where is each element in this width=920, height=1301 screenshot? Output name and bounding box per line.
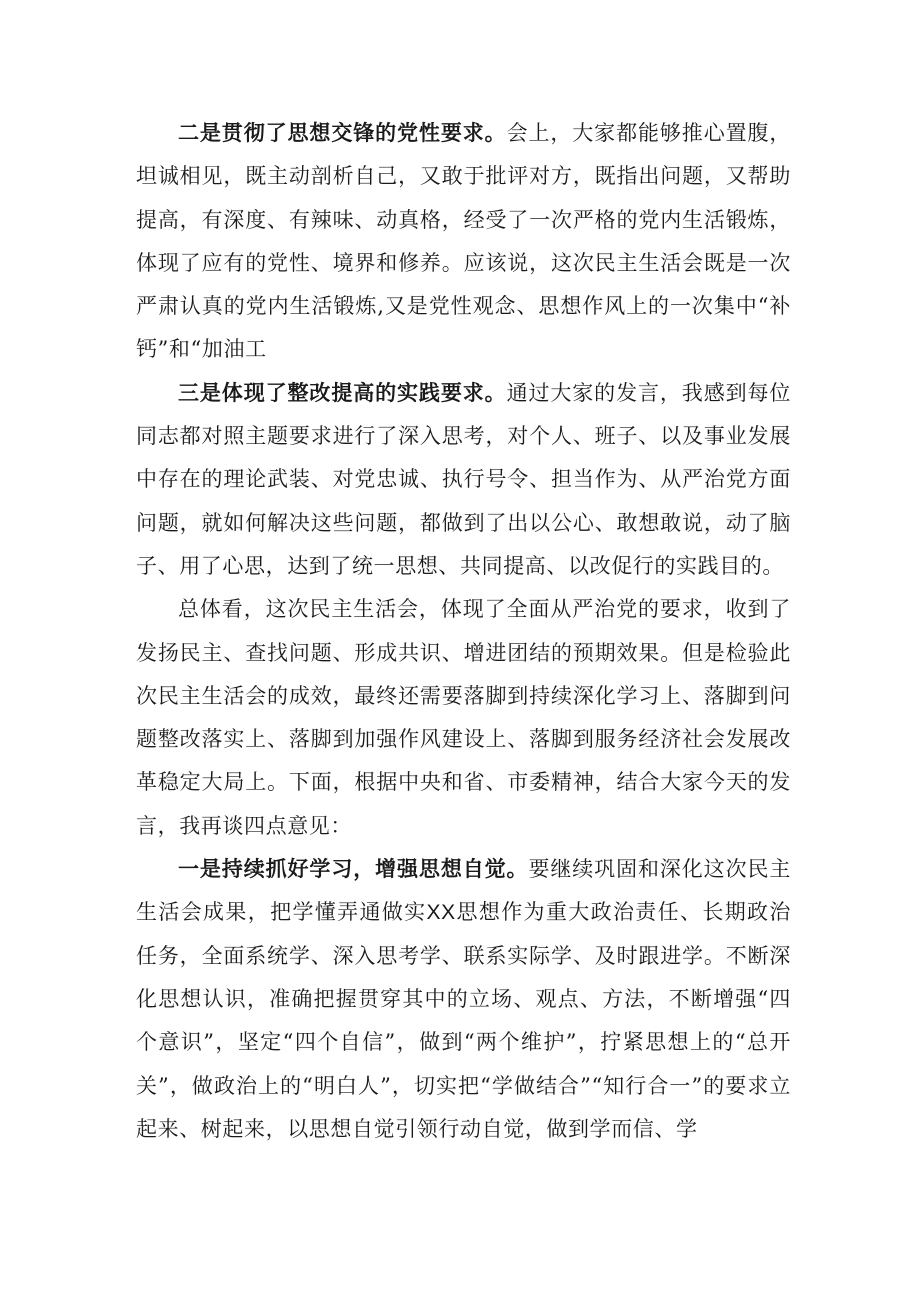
paragraph-lead-heading: 一是持续抓好学习，增强思想自觉。 <box>178 857 529 882</box>
document-body <box>136 112 791 1151</box>
placeholder-xx: XX <box>426 901 456 925</box>
paragraph-text: 总体看，这次民主生活会，体现了全面从严治党的要求，收到了发扬民主、查找问题、形成共识、增进团结的预期效果。但是检验此次民主生活会的成效，最终还需要落脚到持续深化学习上、落脚到问题整改落实上、落脚到加强作风建设上、落脚到服务经济社会发展改革稳定大局上。下面，根据中央和省、市委精神，结合大家今天的发言，我再谈四点意见： <box>136 597 791 838</box>
paragraph-lead-heading: 二是贯彻了思想交锋的党性要求。 <box>178 121 507 145</box>
paragraph-summary <box>136 588 791 848</box>
paragraph-party-spirit <box>136 112 791 372</box>
paragraph-lead-heading: 三是体现了整改提高的实践要求。 <box>178 380 507 405</box>
paragraph-text: 会上，大家都能够推心置腹，坦诚相见，既主动剖析自己，又敢于批评对方，既指出问题，又帮助提高，有深度、有辣味、动真格，经受了一次严格的党内生活锻炼，体现了应有的党性、境界和修养。应该说，这次民主生活会既是一次严肃认真的党内生活锻炼,又是党性观念、思想作风上的一次集中“补钙”和“加油工 <box>136 121 792 362</box>
paragraph-text: 思想作为重大政治责任、长期政治任务，全面系统学、深入思考学、联系实际学、及时跟进学。不断深化思想认识，准确把握贯穿其中的立场、观点、方法，不断增强“四个意识”，坚定“四个自信”，做到“两个维护”，拧紧思想上的“总开关”，做政治上的“明白人”，切实把“学做结合”“知行合一”的要求立起来、树起来，以思想自觉引领行动自觉，做到学而信、学 <box>136 900 791 1141</box>
paragraph-practice <box>136 372 791 588</box>
paragraph-study <box>136 848 791 1151</box>
paragraph-text: 通过大家的发言，我感到每位同志都对照主题要求进行了深入思考，对个人、班子、以及事业发展中存在的理论武装、对党忠诚、执行号令、担当作为、从严治党方面问题，就如何解决这些问题，都做到了出以公心、敢想敢说，动了脑子、用了心思，达到了统一思想、共同提高、以改促行的实践目的。 <box>136 380 792 578</box>
paragraph-text: 要继续巩固和深化这次民主生活会成果，把学懂弄通做实 <box>136 857 791 925</box>
